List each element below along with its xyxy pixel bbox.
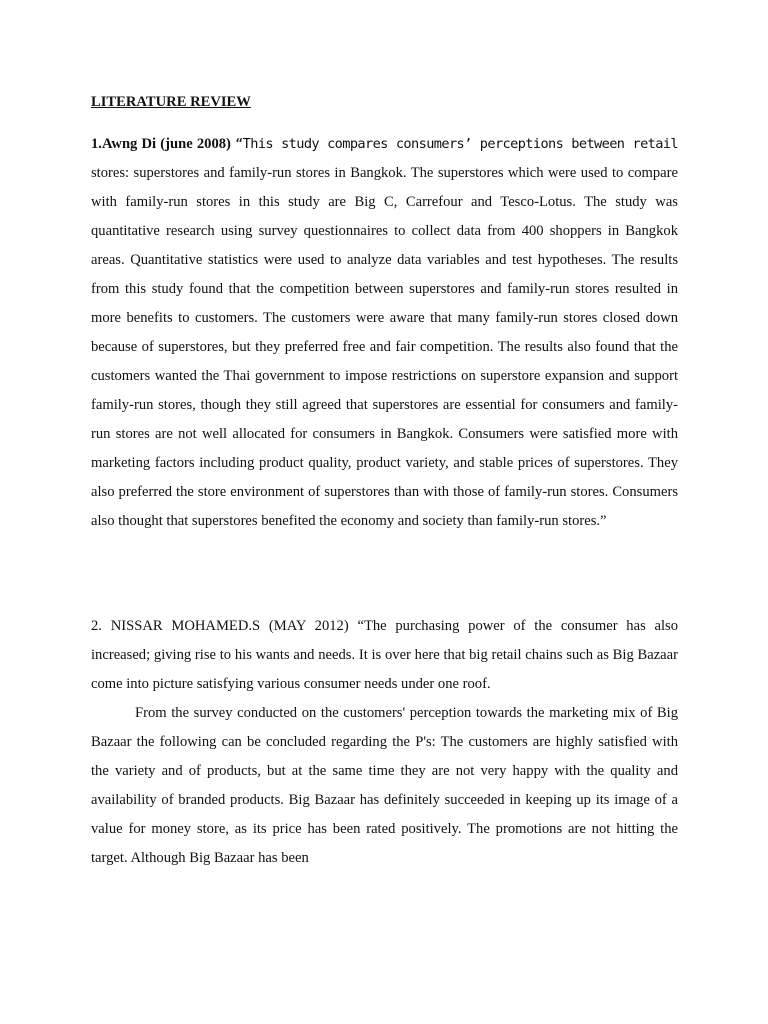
entry-2-number: 2. <box>91 618 111 634</box>
review-entry-2 <box>91 612 678 699</box>
entry-1-lead: “This study compares consumers’ perceptions between retail <box>235 136 678 152</box>
entry-2-text: The purchasing power of the consumer has also increased; giving rise to his wants and needs. It is over here that big retail chains such as Big Bazaar come into picture satisfying various consumer needs under one roof. <box>91 618 679 692</box>
entry-2-author: NISSAR MOHAMED.S (MAY 2012) “ <box>110 618 364 634</box>
review-entry-1 <box>91 130 678 536</box>
document-body <box>91 88 678 873</box>
entry-1-text: stores: superstores and family-run stores in Bangkok. The superstores which were used to compare with family-run stores in this study are Big C, Carrefour and Tesco-Lotus. The study was quantitative research using survey questionnaires to collect data from 400 shoppers in Bangkok areas. Quantitative statistics were used to analyze data variables and test hypotheses. The results from this study found that the competition between superstores and family-run stores resulted in more benefits to customers. The customers were aware that many family-run stores closed down because of superstores, but they preferred free and fair competition. The results also found that the customers wanted the Thai government to impose restrictions on superstore expansion and support family-run stores, though they still agreed that superstores are essential for consumers and family-run stores are not well allocated for consumers in Bangkok. Consumers were satisfied more with marketing factors including product quality, product variety, and stable prices of superstores. They also preferred the store environment of superstores than with those of family-run stores. Consumers also thought that superstores benefited the economy and society than family-run stores.” <box>91 165 678 529</box>
review-entry-2-continued: From the survey conducted on the customers' perception towards the marketing mix of Big Bazaar the following can be concluded regarding the P's: The customers are highly satisfied with the variety and of products, but at the same time they are not very happy with the quality and availability of branded products. Big Bazaar has definitely succeeded in keeping up its image of a value for money store, as its price has been rated positively. The promotions are not hitting the target. Although Big Bazaar has been <box>91 705 678 866</box>
section-heading: LITERATURE REVIEW <box>91 94 251 110</box>
entry-1-author: 1.Awng Di (june 2008) <box>91 136 231 152</box>
